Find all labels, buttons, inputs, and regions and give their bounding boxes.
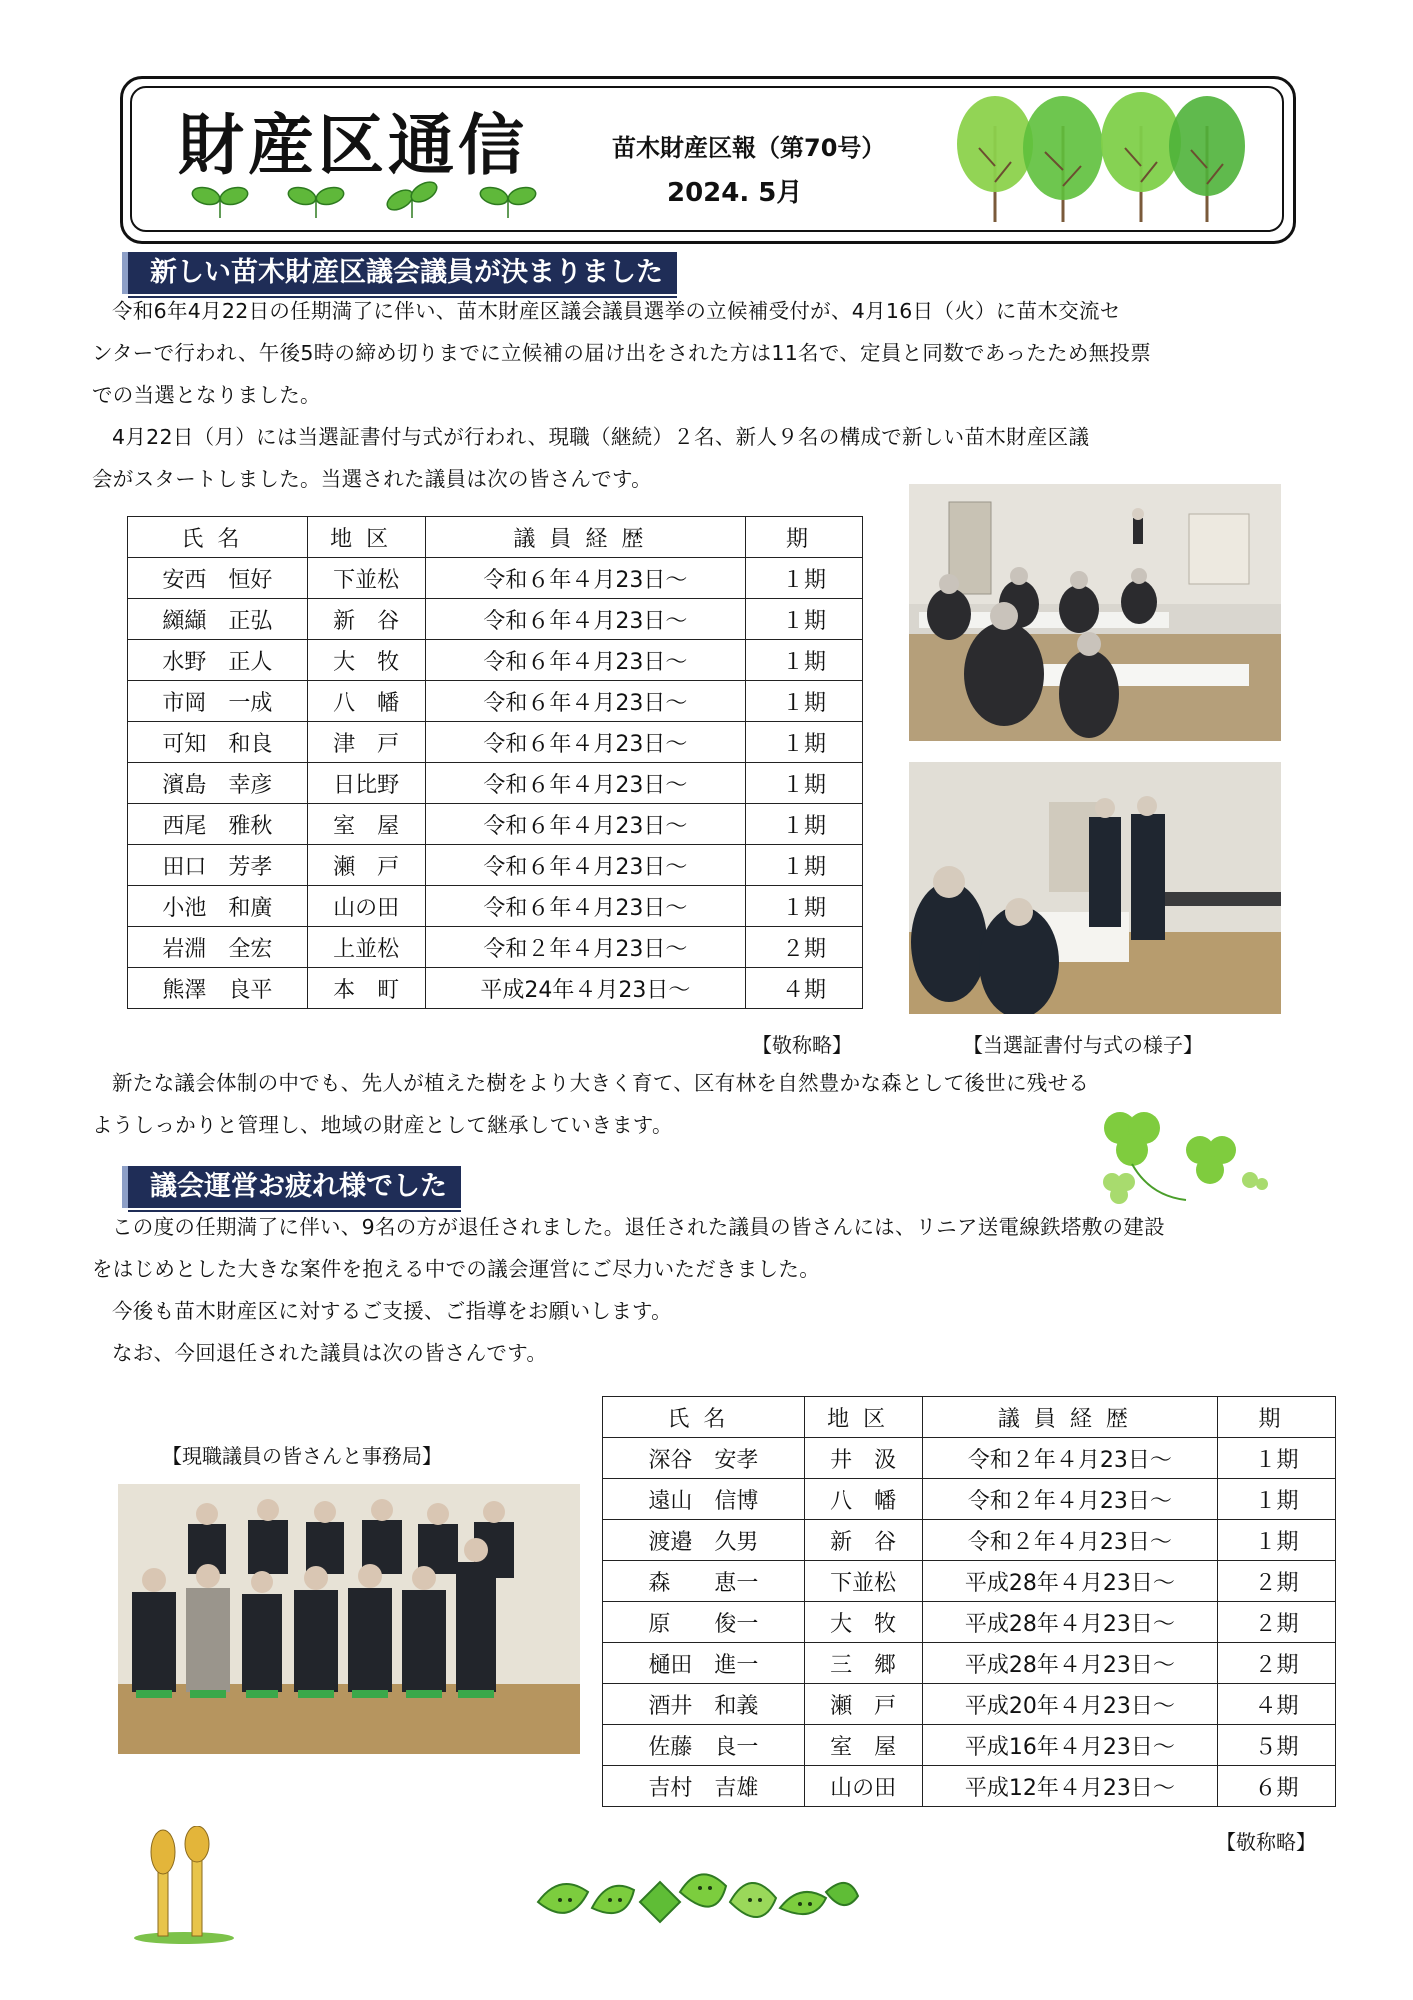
cell-career: 平成12年４月23日～ (922, 1766, 1218, 1807)
cell-district: 本 町 (307, 968, 425, 1009)
cell-name: 深谷 安孝 (603, 1438, 805, 1479)
leaf-icon (780, 1892, 826, 1914)
ceremony-photo-2 (909, 762, 1281, 1014)
leaf-icon (592, 1886, 634, 1913)
retired-members-table (602, 1396, 1336, 1807)
cell-term: １期 (746, 681, 863, 722)
cell-district: 室 屋 (307, 804, 425, 845)
tree-icon (1101, 92, 1181, 192)
clover-icon (1104, 1112, 1160, 1166)
cell-name: 西尾 雅秋 (128, 804, 308, 845)
table-row (603, 1684, 1336, 1725)
table-row (128, 640, 863, 681)
cell-career: 平成28年４月23日～ (922, 1561, 1218, 1602)
tree-icon (957, 96, 1033, 192)
cell-career: 令和６年４月23日～ (425, 681, 746, 722)
table-row (128, 599, 863, 640)
cell-district: 八 幡 (804, 1479, 922, 1520)
table-row (603, 1520, 1336, 1561)
cell-career: 令和６年４月23日～ (425, 558, 746, 599)
table-row (603, 1766, 1336, 1807)
cell-name: 水野 正人 (128, 640, 308, 681)
sprout-decorations (190, 180, 570, 230)
cell-term: １期 (746, 886, 863, 927)
cell-term: ６期 (1218, 1766, 1336, 1807)
cell-name: 濱島 幸彦 (128, 763, 308, 804)
cell-career: 平成28年４月23日～ (922, 1643, 1218, 1684)
group-photo (118, 1484, 580, 1754)
cell-district: 大 牧 (307, 640, 425, 681)
cell-career: 平成16年４月23日～ (922, 1725, 1218, 1766)
cell-career: 令和６年４月23日～ (425, 845, 746, 886)
cell-career: 令和６年４月23日～ (425, 722, 746, 763)
section2-paragraph-2: 今後も苗木財産区に対するご支援、ご指導をお願いします。 (112, 1299, 672, 1323)
ceremony-photo-caption: 【当選証書付与式の様子】 (963, 1033, 1203, 1057)
col-header-name: 氏名 (128, 517, 308, 558)
cell-district: 山の田 (804, 1766, 922, 1807)
cell-district: 上並松 (307, 927, 425, 968)
cell-career: 令和６年４月23日～ (425, 763, 746, 804)
horsetail-icon (151, 1830, 175, 1936)
cell-name: 田口 芳孝 (128, 845, 308, 886)
text-line: 新たな議会体制の中でも、先人が植えた樹をより大きく育て、区有林を自然豊かな森として後世に残せる (112, 1071, 1090, 1095)
table-row (603, 1438, 1336, 1479)
cell-district: 井 汲 (804, 1438, 922, 1479)
new-members-table (127, 516, 863, 1009)
text-line: 令和6年4月22日の任期満了に伴い、苗木財産区議会議員選挙の立候補受付が、4月16日（火）に苗木交流セ (112, 299, 1121, 323)
text-line: 会がスタートしました。当選された議員は次の皆さんです。 (92, 467, 652, 491)
table-row (128, 558, 863, 599)
col-header-district: 地区 (804, 1397, 922, 1438)
col-header-district: 地区 (307, 517, 425, 558)
table-header-row (128, 517, 863, 558)
cell-name: 遠山 信博 (603, 1479, 805, 1520)
cell-name: 市岡 一成 (128, 681, 308, 722)
cell-name: 岩淵 全宏 (128, 927, 308, 968)
col-header-career: 議員経歴 (922, 1397, 1218, 1438)
table-row (603, 1643, 1336, 1684)
section1-paragraph-1 (92, 290, 1151, 416)
cell-district: 新 谷 (804, 1520, 922, 1561)
cell-career: 平成28年４月23日～ (922, 1602, 1218, 1643)
group-photo-caption: 【現職議員の皆さんと事務局】 (162, 1444, 442, 1468)
cell-term: １期 (746, 804, 863, 845)
cell-district: 八 幡 (307, 681, 425, 722)
cell-name: 佐藤 良一 (603, 1725, 805, 1766)
table-row (128, 804, 863, 845)
cell-term: ２期 (746, 927, 863, 968)
honorific-note-2: 【敬称略】 (1216, 1830, 1316, 1854)
issue-number: 苗木財産区報（第70号） (612, 134, 886, 162)
cell-career: 令和２年４月23日～ (922, 1479, 1218, 1520)
cell-term: １期 (1218, 1438, 1336, 1479)
cell-term: ５期 (1218, 1725, 1336, 1766)
section1-paragraph-3 (92, 1062, 1089, 1146)
cell-district: 下並松 (804, 1561, 922, 1602)
cell-name: 吉村 吉雄 (603, 1766, 805, 1807)
cell-name: 小池 和廣 (128, 886, 308, 927)
col-header-career: 議員経歴 (425, 517, 746, 558)
sprout-icon (384, 180, 440, 218)
table-row (603, 1479, 1336, 1520)
cell-district: 下並松 (307, 558, 425, 599)
sprout-icon (190, 185, 249, 218)
cell-term: １期 (746, 599, 863, 640)
tree-illustration (945, 86, 1275, 226)
section-heading-new-members: 新しい苗木財産区議会議員が決まりました (122, 252, 677, 294)
cell-district: 室 屋 (804, 1725, 922, 1766)
cell-term: １期 (746, 763, 863, 804)
cell-district: 津 戸 (307, 722, 425, 763)
col-header-term: 期 (1218, 1397, 1336, 1438)
table-row (603, 1602, 1336, 1643)
col-header-term: 期 (746, 517, 863, 558)
clover-decoration (1090, 1100, 1270, 1210)
clover-icon (1186, 1136, 1236, 1184)
issue-date: 2024. 5月 (667, 178, 803, 208)
col-header-name: 氏名 (603, 1397, 805, 1438)
text-line: ようしっかりと管理し、地域の財産として継承していきます。 (92, 1113, 673, 1137)
cell-term: ４期 (1218, 1684, 1336, 1725)
cell-term: １期 (746, 640, 863, 681)
cell-term: １期 (746, 558, 863, 599)
table-row (128, 722, 863, 763)
cell-career: 平成20年４月23日～ (922, 1684, 1218, 1725)
table-row (128, 681, 863, 722)
section2-paragraph-3: なお、今回退任された議員は次の皆さんです。 (112, 1341, 548, 1365)
cell-district: 山の田 (307, 886, 425, 927)
cell-term: ２期 (1218, 1561, 1336, 1602)
cell-career: 平成24年４月23日～ (425, 968, 746, 1009)
honorific-note: 【敬称略】 (752, 1033, 852, 1057)
table-row (603, 1561, 1336, 1602)
leaf-icon (680, 1874, 726, 1906)
leaf-icon (730, 1883, 776, 1917)
masthead-title: 財産区通信 (178, 107, 528, 184)
text-line: 4月22日（月）には当選証書付与式が行われ、現職（継続）２名、新人９名の構成で新しい苗木財産区議 (112, 425, 1090, 449)
text-line: をはじめとした大きな案件を抱える中での議会運営にご尽力いただきました。 (92, 1257, 820, 1281)
cell-career: 令和２年４月23日～ (922, 1520, 1218, 1561)
leaf-icon (826, 1883, 858, 1905)
sprout-icon (286, 185, 345, 218)
horsetail-icon (185, 1826, 209, 1936)
sprout-icon (478, 185, 537, 218)
leaf-icon (640, 1882, 680, 1922)
leaf-icon (538, 1884, 588, 1913)
cell-district: 新 谷 (307, 599, 425, 640)
cell-name: 纐纈 正弘 (128, 599, 308, 640)
cell-name: 樋田 進一 (603, 1643, 805, 1684)
text-line: での当選となりました。 (92, 383, 321, 407)
leaf-characters-illustration (530, 1862, 860, 1946)
horsetail-illustration (124, 1826, 244, 1946)
cell-name: 渡邉 久男 (603, 1520, 805, 1561)
cell-name: 森 恵一 (603, 1561, 805, 1602)
cell-district: 瀬 戸 (804, 1684, 922, 1725)
cell-term: ２期 (1218, 1602, 1336, 1643)
cell-district: 大 牧 (804, 1602, 922, 1643)
cell-district: 瀬 戸 (307, 845, 425, 886)
cell-term: １期 (1218, 1520, 1336, 1561)
text-line: この度の任期満了に伴い、9名の方が退任されました。退任された議員の皆さんには、リニア送電線鉄塔敷の建設 (112, 1215, 1165, 1239)
cell-career: 令和６年４月23日～ (425, 804, 746, 845)
cell-term: ２期 (1218, 1643, 1336, 1684)
section2-paragraph-1 (92, 1206, 1165, 1290)
table-row (128, 763, 863, 804)
cell-career: 令和６年４月23日～ (425, 640, 746, 681)
cell-term: １期 (746, 722, 863, 763)
text-line: ンターで行われ、午後5時の締め切りまでに立候補の届け出をされた方は11名で、定員と同数であったため無投票 (92, 341, 1152, 365)
cell-career: 令和２年４月23日～ (922, 1438, 1218, 1479)
cell-district: 日比野 (307, 763, 425, 804)
cell-name: 酒井 和義 (603, 1684, 805, 1725)
cell-name: 安西 恒好 (128, 558, 308, 599)
cell-district: 三 郷 (804, 1643, 922, 1684)
cell-term: １期 (1218, 1479, 1336, 1520)
cell-term: １期 (746, 845, 863, 886)
tree-icon (1169, 96, 1245, 196)
cell-term: ４期 (746, 968, 863, 1009)
table-row (128, 968, 863, 1009)
tree-icon (1023, 96, 1103, 200)
cell-career: 令和６年４月23日～ (425, 886, 746, 927)
cell-career: 令和６年４月23日～ (425, 599, 746, 640)
cell-name: 熊澤 良平 (128, 968, 308, 1009)
table-row (128, 927, 863, 968)
table-row (603, 1725, 1336, 1766)
table-row (128, 886, 863, 927)
cell-name: 可知 和良 (128, 722, 308, 763)
table-header-row (603, 1397, 1336, 1438)
cell-career: 令和２年４月23日～ (425, 927, 746, 968)
cell-name: 原 俊一 (603, 1602, 805, 1643)
table-row (128, 845, 863, 886)
section-heading-retired-members: 議会運営お疲れ様でした (122, 1166, 461, 1208)
ceremony-photo-1 (909, 484, 1281, 741)
